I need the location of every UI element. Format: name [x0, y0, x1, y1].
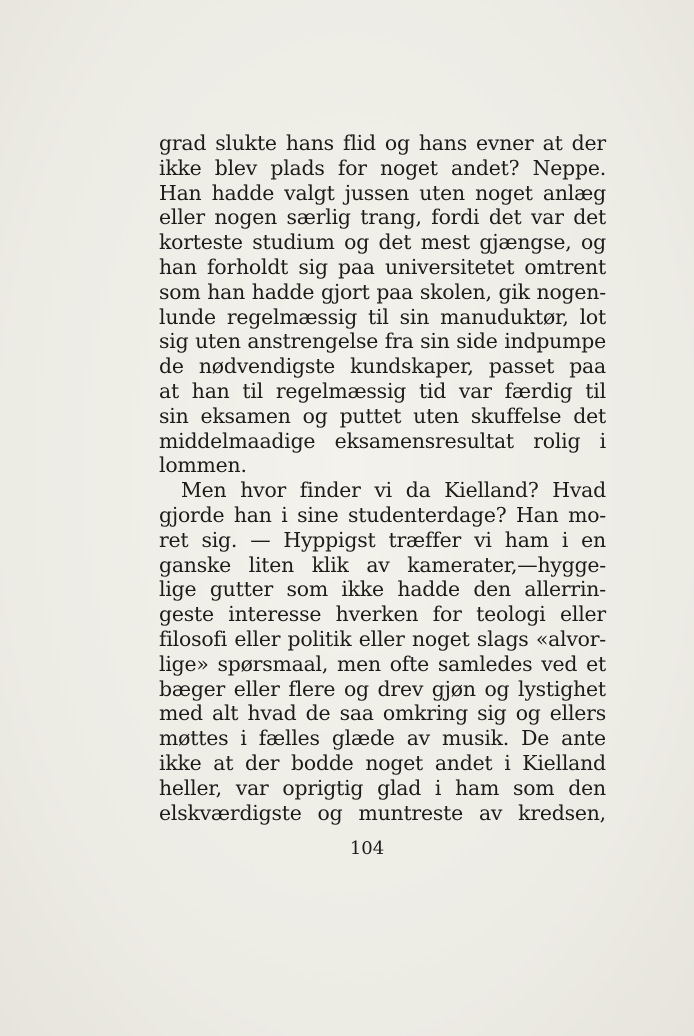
- word: sig: [298, 254, 328, 279]
- word: hadde: [251, 279, 315, 304]
- word: og: [384, 131, 410, 155]
- word: av: [478, 800, 503, 825]
- word: sig: [477, 701, 507, 726]
- body-text: [159, 131, 606, 825]
- word: og: [484, 676, 510, 701]
- word: særlig: [286, 205, 351, 230]
- word: omkring: [382, 701, 468, 726]
- word: til: [585, 378, 606, 403]
- word: studenterdage?: [348, 502, 507, 527]
- text-line: [159, 726, 606, 751]
- word: slukte: [215, 131, 277, 155]
- word: drev: [377, 676, 424, 701]
- word: ofte: [389, 651, 430, 676]
- word: gutter: [209, 577, 274, 602]
- text-line: [159, 751, 606, 776]
- word: —: [250, 527, 271, 552]
- text-line: [159, 205, 606, 230]
- word: som: [512, 775, 555, 800]
- text-line: [159, 230, 606, 255]
- word: det: [378, 230, 412, 255]
- word: geste: [159, 602, 214, 627]
- text-line: [159, 305, 606, 330]
- word: klik: [311, 552, 349, 577]
- word: som: [159, 279, 201, 304]
- word: muntreste: [358, 800, 463, 825]
- word: fordi: [431, 205, 480, 230]
- word: kredsen,: [518, 800, 606, 825]
- word: i: [240, 726, 247, 751]
- word: sin: [159, 403, 189, 428]
- word: uten: [419, 180, 465, 205]
- word: eller: [233, 676, 280, 701]
- word: i: [561, 527, 569, 552]
- word: passet: [488, 354, 555, 379]
- word: blev: [214, 155, 258, 180]
- word: og: [581, 230, 606, 255]
- word: ganske: [159, 552, 232, 577]
- text-line: [159, 280, 606, 305]
- text-line: [159, 453, 606, 478]
- word: heller,: [159, 775, 222, 800]
- word: slags: [476, 626, 529, 651]
- word: plads: [270, 155, 325, 180]
- word: glæde: [331, 726, 395, 751]
- word: anlæg: [542, 180, 606, 205]
- word: møttes: [159, 726, 229, 751]
- word: ret: [159, 527, 189, 552]
- word: sig.: [201, 527, 238, 552]
- word: ham: [455, 775, 500, 800]
- text-line: [159, 652, 606, 677]
- text-line: [159, 379, 606, 404]
- word: Hyppigst: [283, 527, 376, 552]
- word: manuduktør,: [440, 304, 569, 329]
- text-line: [159, 528, 606, 553]
- word: nødvendigste: [198, 354, 336, 379]
- word: indpumpe: [504, 329, 606, 354]
- word: liten: [248, 552, 295, 577]
- word: politik: [287, 626, 352, 651]
- word: der: [245, 750, 280, 775]
- word: spørsmaal,: [217, 651, 329, 676]
- word: studium: [252, 230, 335, 255]
- word: det: [488, 205, 522, 230]
- text-line: [159, 577, 606, 602]
- word: uten: [413, 403, 459, 428]
- word: forholdt: [207, 254, 289, 279]
- text-line: [159, 553, 606, 578]
- word: valgt: [284, 180, 335, 205]
- word: lige: [159, 577, 197, 602]
- word: en: [581, 527, 606, 552]
- word: noget: [411, 626, 470, 651]
- word: at: [213, 750, 234, 775]
- word: det: [573, 403, 606, 428]
- word: sin: [399, 304, 430, 329]
- word: gjorde: [159, 502, 225, 527]
- word: ellers: [549, 701, 606, 726]
- word: og: [302, 403, 328, 428]
- word: omtrent: [524, 254, 606, 279]
- word: fælles: [258, 726, 320, 751]
- word: musik.: [442, 726, 510, 751]
- word: og: [344, 230, 370, 255]
- word: uten: [195, 329, 241, 354]
- word: skuffelse: [470, 403, 562, 428]
- text-line: [159, 404, 606, 429]
- word: for: [432, 602, 462, 627]
- word: eller: [560, 602, 606, 627]
- word: nogen: [214, 205, 278, 230]
- word: i: [434, 775, 442, 800]
- word: mest: [420, 230, 470, 255]
- word: og: [317, 800, 343, 825]
- word: andet: [434, 750, 493, 775]
- word: flere: [288, 676, 336, 701]
- page-number: 104: [349, 838, 385, 859]
- word: hvor: [240, 478, 287, 503]
- word: ved: [541, 651, 578, 676]
- word: oprigtig: [282, 775, 364, 800]
- word: i: [504, 750, 511, 775]
- word: alt: [212, 701, 239, 726]
- word: at: [542, 131, 563, 155]
- word: gjøn: [431, 676, 476, 701]
- word: sine: [297, 502, 339, 527]
- word: anstrengelse: [247, 329, 379, 354]
- word: og: [343, 676, 369, 701]
- word: den: [473, 577, 511, 602]
- word: «alvor-: [535, 626, 606, 651]
- word: grad: [159, 131, 207, 155]
- word: Han: [159, 180, 202, 205]
- word: flid: [343, 131, 376, 155]
- word: kamerater,—hygge-: [407, 552, 606, 577]
- word: universitetet: [384, 254, 515, 279]
- word: mo-: [568, 502, 606, 527]
- word: allerrin-: [524, 577, 606, 602]
- word: hans: [285, 131, 334, 155]
- word: lot: [579, 304, 606, 329]
- word: jussen: [344, 180, 410, 205]
- word: de: [305, 701, 331, 726]
- word: vi: [374, 478, 393, 503]
- word: men: [336, 651, 381, 676]
- word: til: [368, 304, 389, 329]
- word: av: [406, 726, 430, 751]
- word: lunde: [159, 304, 216, 329]
- word: som: [286, 577, 328, 602]
- text-line: [159, 354, 606, 379]
- word: finder: [299, 478, 361, 503]
- word: hadde: [211, 180, 275, 205]
- word: glad: [377, 775, 422, 800]
- word: korteste: [159, 230, 243, 255]
- word: og: [515, 701, 541, 726]
- word: der: [571, 131, 606, 155]
- text-line: [159, 503, 606, 528]
- word: Hvad: [552, 478, 606, 503]
- word: han: [207, 279, 246, 304]
- word: færdig: [504, 378, 573, 403]
- word: puttet: [339, 403, 402, 428]
- text-line: [159, 255, 606, 280]
- word: vi: [474, 527, 492, 552]
- word: noget: [475, 180, 533, 205]
- word: eksamen: [200, 403, 291, 428]
- word: hvad: [247, 701, 297, 726]
- word: kundskaper,: [350, 354, 474, 379]
- text-line: [159, 329, 606, 354]
- word: nogen-: [536, 279, 606, 304]
- word: interesse: [228, 602, 322, 627]
- word: lystighet: [518, 676, 606, 701]
- word: at: [159, 378, 179, 403]
- text-line: [159, 429, 606, 454]
- text-line: [159, 677, 606, 702]
- word: elskværdigste: [159, 800, 302, 825]
- word: saa: [339, 701, 374, 726]
- word: filosofi: [159, 626, 228, 651]
- word: Neppe.: [532, 155, 606, 180]
- word: gik: [498, 279, 530, 304]
- word: hverken: [335, 602, 419, 627]
- text-line: [159, 181, 606, 206]
- text-line: [159, 776, 606, 801]
- word: for: [337, 155, 367, 180]
- word: De: [521, 726, 550, 751]
- word: rolig: [533, 428, 581, 453]
- text-line: [159, 156, 606, 181]
- word: da: [405, 478, 431, 503]
- word: hans: [418, 131, 467, 155]
- word: regelmæssig: [226, 304, 358, 329]
- word: eller: [358, 626, 405, 651]
- word: var: [235, 775, 269, 800]
- word: eller: [234, 626, 281, 651]
- word: den: [568, 775, 606, 800]
- word: bæger: [159, 676, 226, 701]
- word: ikke: [341, 577, 384, 602]
- word: ikke: [159, 750, 202, 775]
- word: middelmaadige: [159, 428, 316, 453]
- word: noget: [380, 155, 438, 180]
- word: paa: [569, 354, 606, 379]
- word: ikke: [159, 155, 202, 180]
- word: de: [159, 354, 184, 379]
- word: ham: [504, 527, 549, 552]
- word: med: [159, 701, 203, 726]
- word: fra: [384, 329, 414, 354]
- word: andet?: [451, 155, 520, 180]
- text-line: [159, 602, 606, 627]
- word: træffer: [388, 527, 462, 552]
- word: han: [159, 254, 197, 279]
- word: av: [366, 552, 390, 577]
- word: Han: [516, 502, 559, 527]
- word: tid: [418, 378, 447, 403]
- text-line: [159, 701, 606, 726]
- word: til: [242, 378, 264, 403]
- word: skolen,: [419, 279, 492, 304]
- text-line: [159, 131, 606, 156]
- word: var: [530, 205, 564, 230]
- word: hadde: [397, 577, 460, 602]
- text-line: [159, 627, 606, 652]
- text-line: [159, 478, 606, 503]
- word: paa: [338, 254, 375, 279]
- word: det: [573, 205, 606, 230]
- word: eller: [159, 205, 205, 230]
- word: noget: [365, 750, 424, 775]
- word: regelmæssig: [275, 378, 407, 403]
- word: paa: [376, 279, 414, 304]
- word: ante: [561, 726, 606, 751]
- word: side: [456, 329, 498, 354]
- word: evner: [476, 131, 534, 155]
- word: han: [191, 378, 230, 403]
- word: var: [458, 378, 492, 403]
- word: sig: [159, 329, 189, 354]
- word: Kielland?: [444, 478, 539, 503]
- word: i: [599, 428, 606, 453]
- word: lige»: [159, 651, 209, 676]
- word: han: [233, 502, 272, 527]
- word: eksamensresultat: [334, 428, 514, 453]
- word: Kielland: [522, 750, 606, 775]
- word: gjængse,: [479, 230, 572, 255]
- word: i: [281, 502, 288, 527]
- word: lommen.: [159, 453, 247, 478]
- text-line: [159, 801, 606, 826]
- word: samledes: [437, 651, 533, 676]
- word: bodde: [291, 750, 354, 775]
- word: teologi: [476, 602, 546, 627]
- word: sin: [420, 329, 450, 354]
- word: gjort: [320, 279, 370, 304]
- word: trang,: [360, 205, 422, 230]
- word: et: [586, 651, 606, 676]
- word: Men: [181, 478, 227, 503]
